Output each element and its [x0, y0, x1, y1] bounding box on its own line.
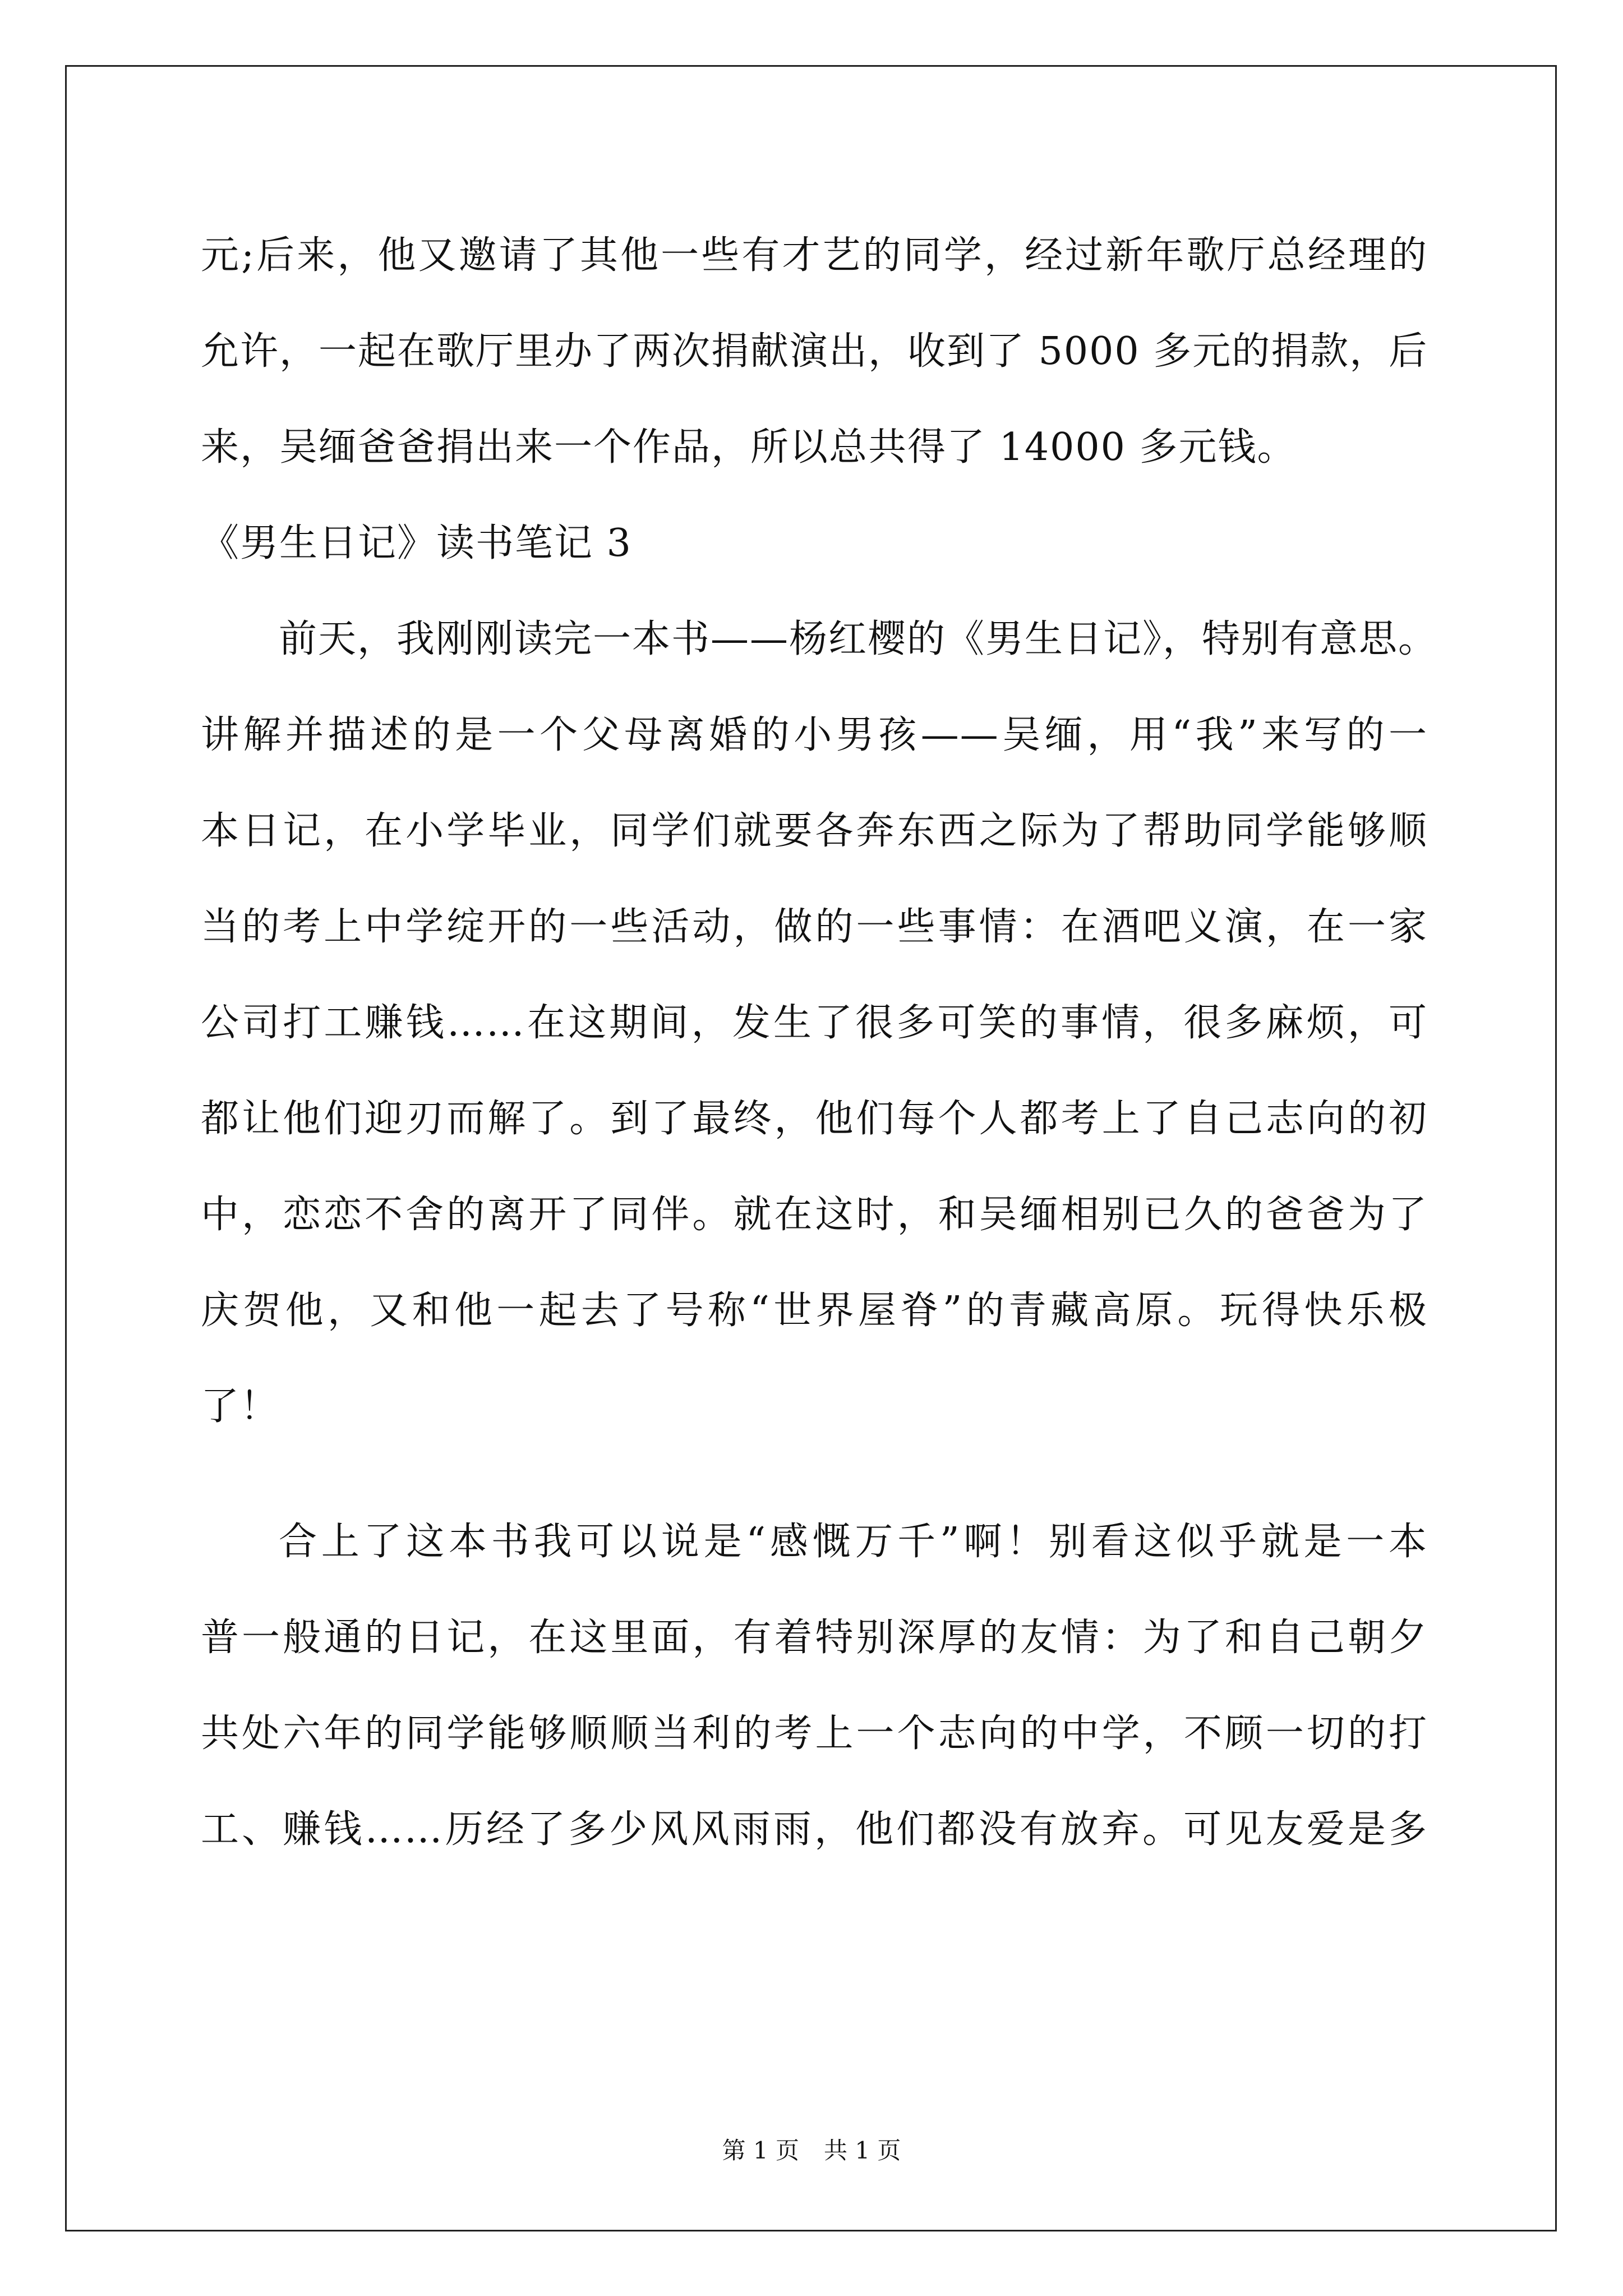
paragraph-line: 普一般通的日记，在这里面，有着特别深厚的友情：为了和自己朝夕	[201, 1616, 1428, 1660]
paragraph-line: 合上了这本书我可以说是“感慨万千”啊！别看这似乎就是一本	[279, 1520, 1428, 1564]
paragraph-line: 讲解并描述的是一个父母离婚的小男孩——吴缅，用“我”来写的一	[201, 713, 1428, 757]
paragraph-line: 了！	[201, 1384, 280, 1429]
page-number-total: 共 1 页	[824, 2137, 901, 2164]
paragraph-line: 公司打工赚钱……在这期间，发生了很多可笑的事情，很多麻烦，可	[201, 1001, 1428, 1045]
paragraph-line: 共处六年的同学能够顺顺当利的考上一个志向的中学，不顾一切的打	[201, 1711, 1428, 1756]
paragraph-line: 庆贺他，又和他一起去了号称“世界屋脊”的青藏高原。玩得快乐极	[201, 1289, 1428, 1333]
document-body	[201, 208, 1438, 1878]
paragraph-line: 前天，我刚刚读完一本书——杨红樱的《男生日记》，特别有意思。	[279, 617, 1438, 661]
paragraph-line: 都让他们迎刃而解了。到了最终，他们每个人都考上了自己志向的初	[201, 1097, 1428, 1141]
paragraph-line: 中，恋恋不舍的离开了同伴。就在这时，和吴缅相别已久的爸爸为了	[201, 1193, 1428, 1237]
paragraph-line: 来，吴缅爸爸捐出来一个作品，所以总共得了 14000 多元钱。	[201, 425, 1297, 470]
page-number-current: 第 1 页	[722, 2137, 799, 2164]
paragraph-line: 本日记，在小学毕业，同学们就要各奔东西之际为了帮助同学能够顺	[201, 809, 1428, 853]
paragraph-line: 当的考上中学绽开的一些活动，做的一些事情：在酒吧义演，在一家	[201, 905, 1428, 949]
section-heading: 《男生日记》读书笔记 3	[201, 521, 632, 565]
paragraph-line: 元;后来，他又邀请了其他一些有才艺的同学，经过新年歌厅总经理的	[201, 233, 1428, 278]
page-footer	[0, 2136, 1623, 2165]
paragraph-line: 允许，一起在歌厅里办了两次捐献演出，收到了 5000 多元的捐款，后	[201, 329, 1428, 374]
paragraph-line: 工、赚钱……历经了多少风风雨雨，他们都没有放弃。可见友爱是多	[201, 1807, 1428, 1852]
